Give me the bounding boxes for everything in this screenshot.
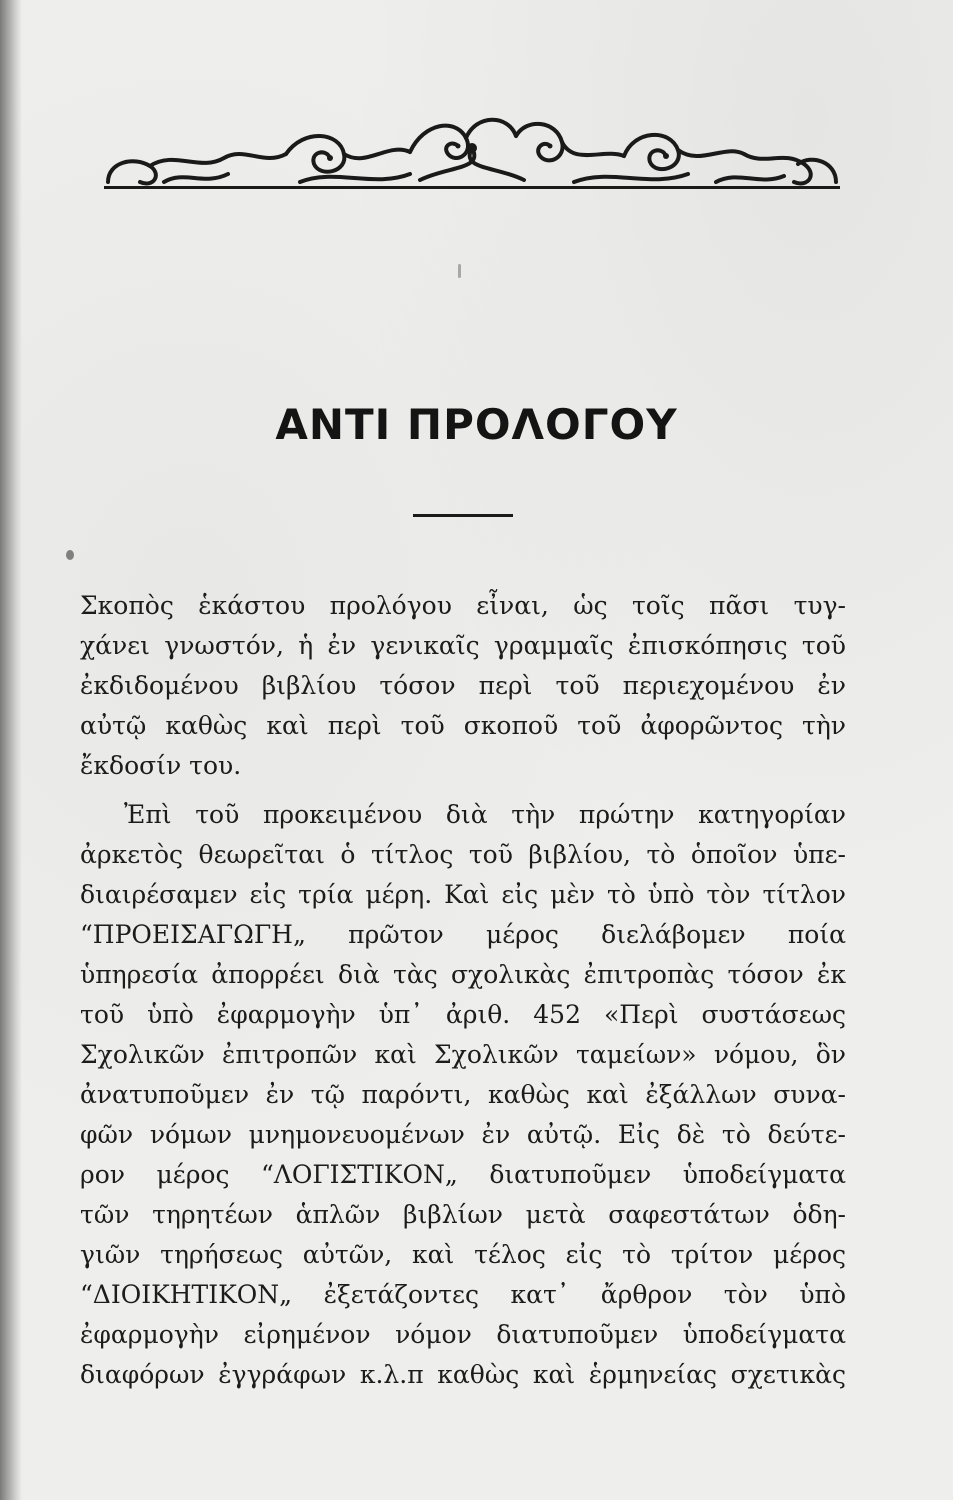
text-line: γιῶν τηρήσεως αὐτῶν, καὶ τέλος εἰς τὸ τρίτον μέρος [80,1240,846,1269]
text-line: “ΠΡΟΕΙΣΑΓΩΓΗ„ πρῶτον μέρος διελάβομεν ποία [80,920,846,949]
page-binding-shadow [0,0,22,1500]
text-line: Σκοπὸς ἑκάστου προλόγου εἶναι, ὡς τοῖς πᾶσι τυγ- [80,591,846,620]
text-line: διαφόρων ἐγγράφων κ.λ.π καθὼς καὶ ἑρμηνείας σχετικὰς [80,1360,846,1389]
text-line: διαιρέσαμεν εἰς τρία μέρη. Καὶ εἰς μὲν τὸ ὑπὸ τὸν τίτλον [80,880,846,909]
page-title: ΑΝΤΙ ΠΡΟΛΟΓΟΥ [275,400,678,449]
paragraph-purpose [80,586,846,786]
text-line: ἔκδοσίν του. [80,751,242,780]
text-line: ὑπηρεσία ἀπορρέει διὰ τὰς σχολικὰς ἐπιτροπὰς τόσον ἐκ [80,960,846,989]
ink-speck [66,550,74,560]
text-line: ἐκδιδομένου βιβλίου τόσον περὶ τοῦ περιεχομένου ἐν [80,671,846,700]
text-line: χάνει γνωστόν, ἡ ἐν γενικαῖς γραμμαῖς ἐπισκόπησις τοῦ [80,631,846,660]
text-line: “ΔΙΟΙΚΗΤΙΚΟΝ„ ἐξετάζοντες κατ᾽ ἄρθρον τὸν ὑπὸ [80,1280,846,1309]
ornament-baseline-rule [104,186,840,189]
text-line: αὐτῷ καθὼς καὶ περὶ τοῦ σκοποῦ τοῦ ἀφορῶντος τὴν [80,711,846,740]
text-line: ἐφαρμογὴν εἰρημένον νόμον διατυποῦμεν ὑποδείγματα [80,1320,846,1349]
text-line: φῶν νόμων μνημονευομένων ἐν αὐτῷ. Εἰς δὲ τὸ δεύτε- [80,1120,846,1149]
text-line: τοῦ ὑπὸ ἐφαρμογὴν ὑπ᾽ ἀριθ. 452 «Περὶ συστάσεως [80,1000,846,1029]
text-line: ἀνατυποῦμεν ἐν τῷ παρόντι, καθὼς καὶ ἐξάλλων συνα- [80,1080,846,1109]
text-line: ρον μέρος “ΛΟΓΙΣΤΙΚΟΝ„ διατυποῦμεν ὑποδείγματα [80,1160,846,1189]
text-line: τῶν τηρητέων ἁπλῶν βιβλίων μετὰ σαφεστάτων ὁδη- [80,1200,846,1229]
title-divider [413,514,513,517]
text-line: Σχολικῶν ἐπιτροπῶν καὶ Σχολικῶν ταμείων» νόμου, ὃν [80,1040,846,1069]
paragraph-contents [80,795,846,1395]
ornamental-header-scroll [104,108,840,193]
text-line: ἀρκετὸς θεωρεῖται ὁ τίτλος τοῦ βιβλίου, τὸ ὁποῖον ὑπε- [80,840,846,869]
ink-speck [458,264,461,278]
text-line: Ἐπὶ τοῦ προκειμένου διὰ τὴν πρώτην κατηγορίαν [124,800,846,829]
